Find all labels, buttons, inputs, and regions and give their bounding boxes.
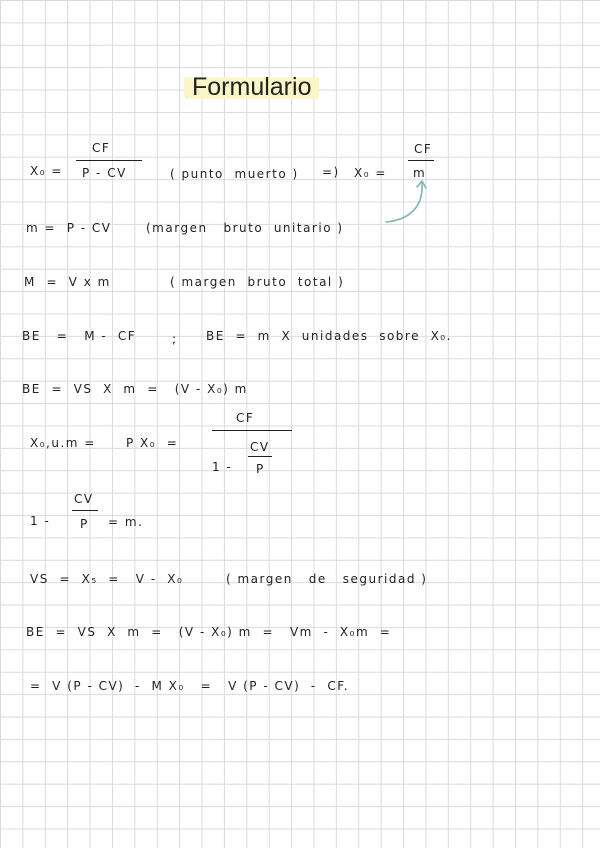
break-even-denominator: P - CV: [82, 166, 127, 180]
margin-ratio-result: = m.: [108, 515, 144, 529]
break-even-lhs: X₀ =: [30, 164, 63, 178]
break-even-numerator: CF: [92, 141, 111, 155]
total-margin-note: ( margen bruto total ): [170, 275, 345, 289]
safety-margin-note: ( margen de seguridad ): [226, 572, 428, 586]
cv-over-p-denominator: P: [256, 462, 265, 476]
profit-units-eq: BE = m X unidades sobre X₀.: [206, 329, 452, 343]
fraction-bar: [72, 510, 98, 511]
break-even-money-numerator: CF: [236, 411, 255, 425]
page-title: Formulario: [184, 72, 319, 102]
break-even-money-den-prefix: 1 -: [212, 460, 233, 474]
total-margin-eq: M = V x m: [24, 275, 111, 289]
unit-margin-eq: m = P - CV: [26, 221, 112, 235]
unit-margin-note: (margen bruto unitario ): [146, 221, 344, 235]
fraction-bar: [212, 430, 292, 431]
implies-symbol: =): [322, 165, 340, 179]
break-even-note: ( punto muerto ): [170, 167, 299, 181]
margin-ratio-denominator: P: [80, 517, 89, 531]
fraction-bar: [76, 160, 142, 161]
profit-eq: BE = M - CF: [22, 329, 137, 343]
margin-ratio-numerator: CV: [74, 492, 94, 506]
cv-over-p-numerator: CV: [250, 440, 270, 454]
safety-margin-eq: VS = X₅ = V - X₀: [30, 572, 184, 586]
profit-final-eq: = V (P - CV) - M X₀ = V (P - CV) - CF.: [30, 679, 350, 693]
curved-arrow-icon: [380, 178, 430, 228]
break-even-money-lhs: X₀,u.m =: [30, 436, 96, 450]
fraction-bar: [248, 456, 272, 457]
break-even-money-mid: P X₀ =: [126, 436, 179, 450]
break-even-alt-lhs: X₀ =: [354, 166, 387, 180]
break-even-alt-denominator: m: [413, 166, 427, 180]
semicolon: ;: [172, 332, 178, 346]
margin-ratio-prefix: 1 -: [30, 514, 51, 528]
profit-safety-eq: BE = VS X m = (V - X₀) m: [22, 382, 248, 396]
profit-expanded-eq: BE = VS X m = (V - X₀) m = Vm - X₀m =: [26, 625, 392, 639]
fraction-bar: [408, 160, 434, 161]
break-even-alt-numerator: CF: [414, 142, 433, 156]
